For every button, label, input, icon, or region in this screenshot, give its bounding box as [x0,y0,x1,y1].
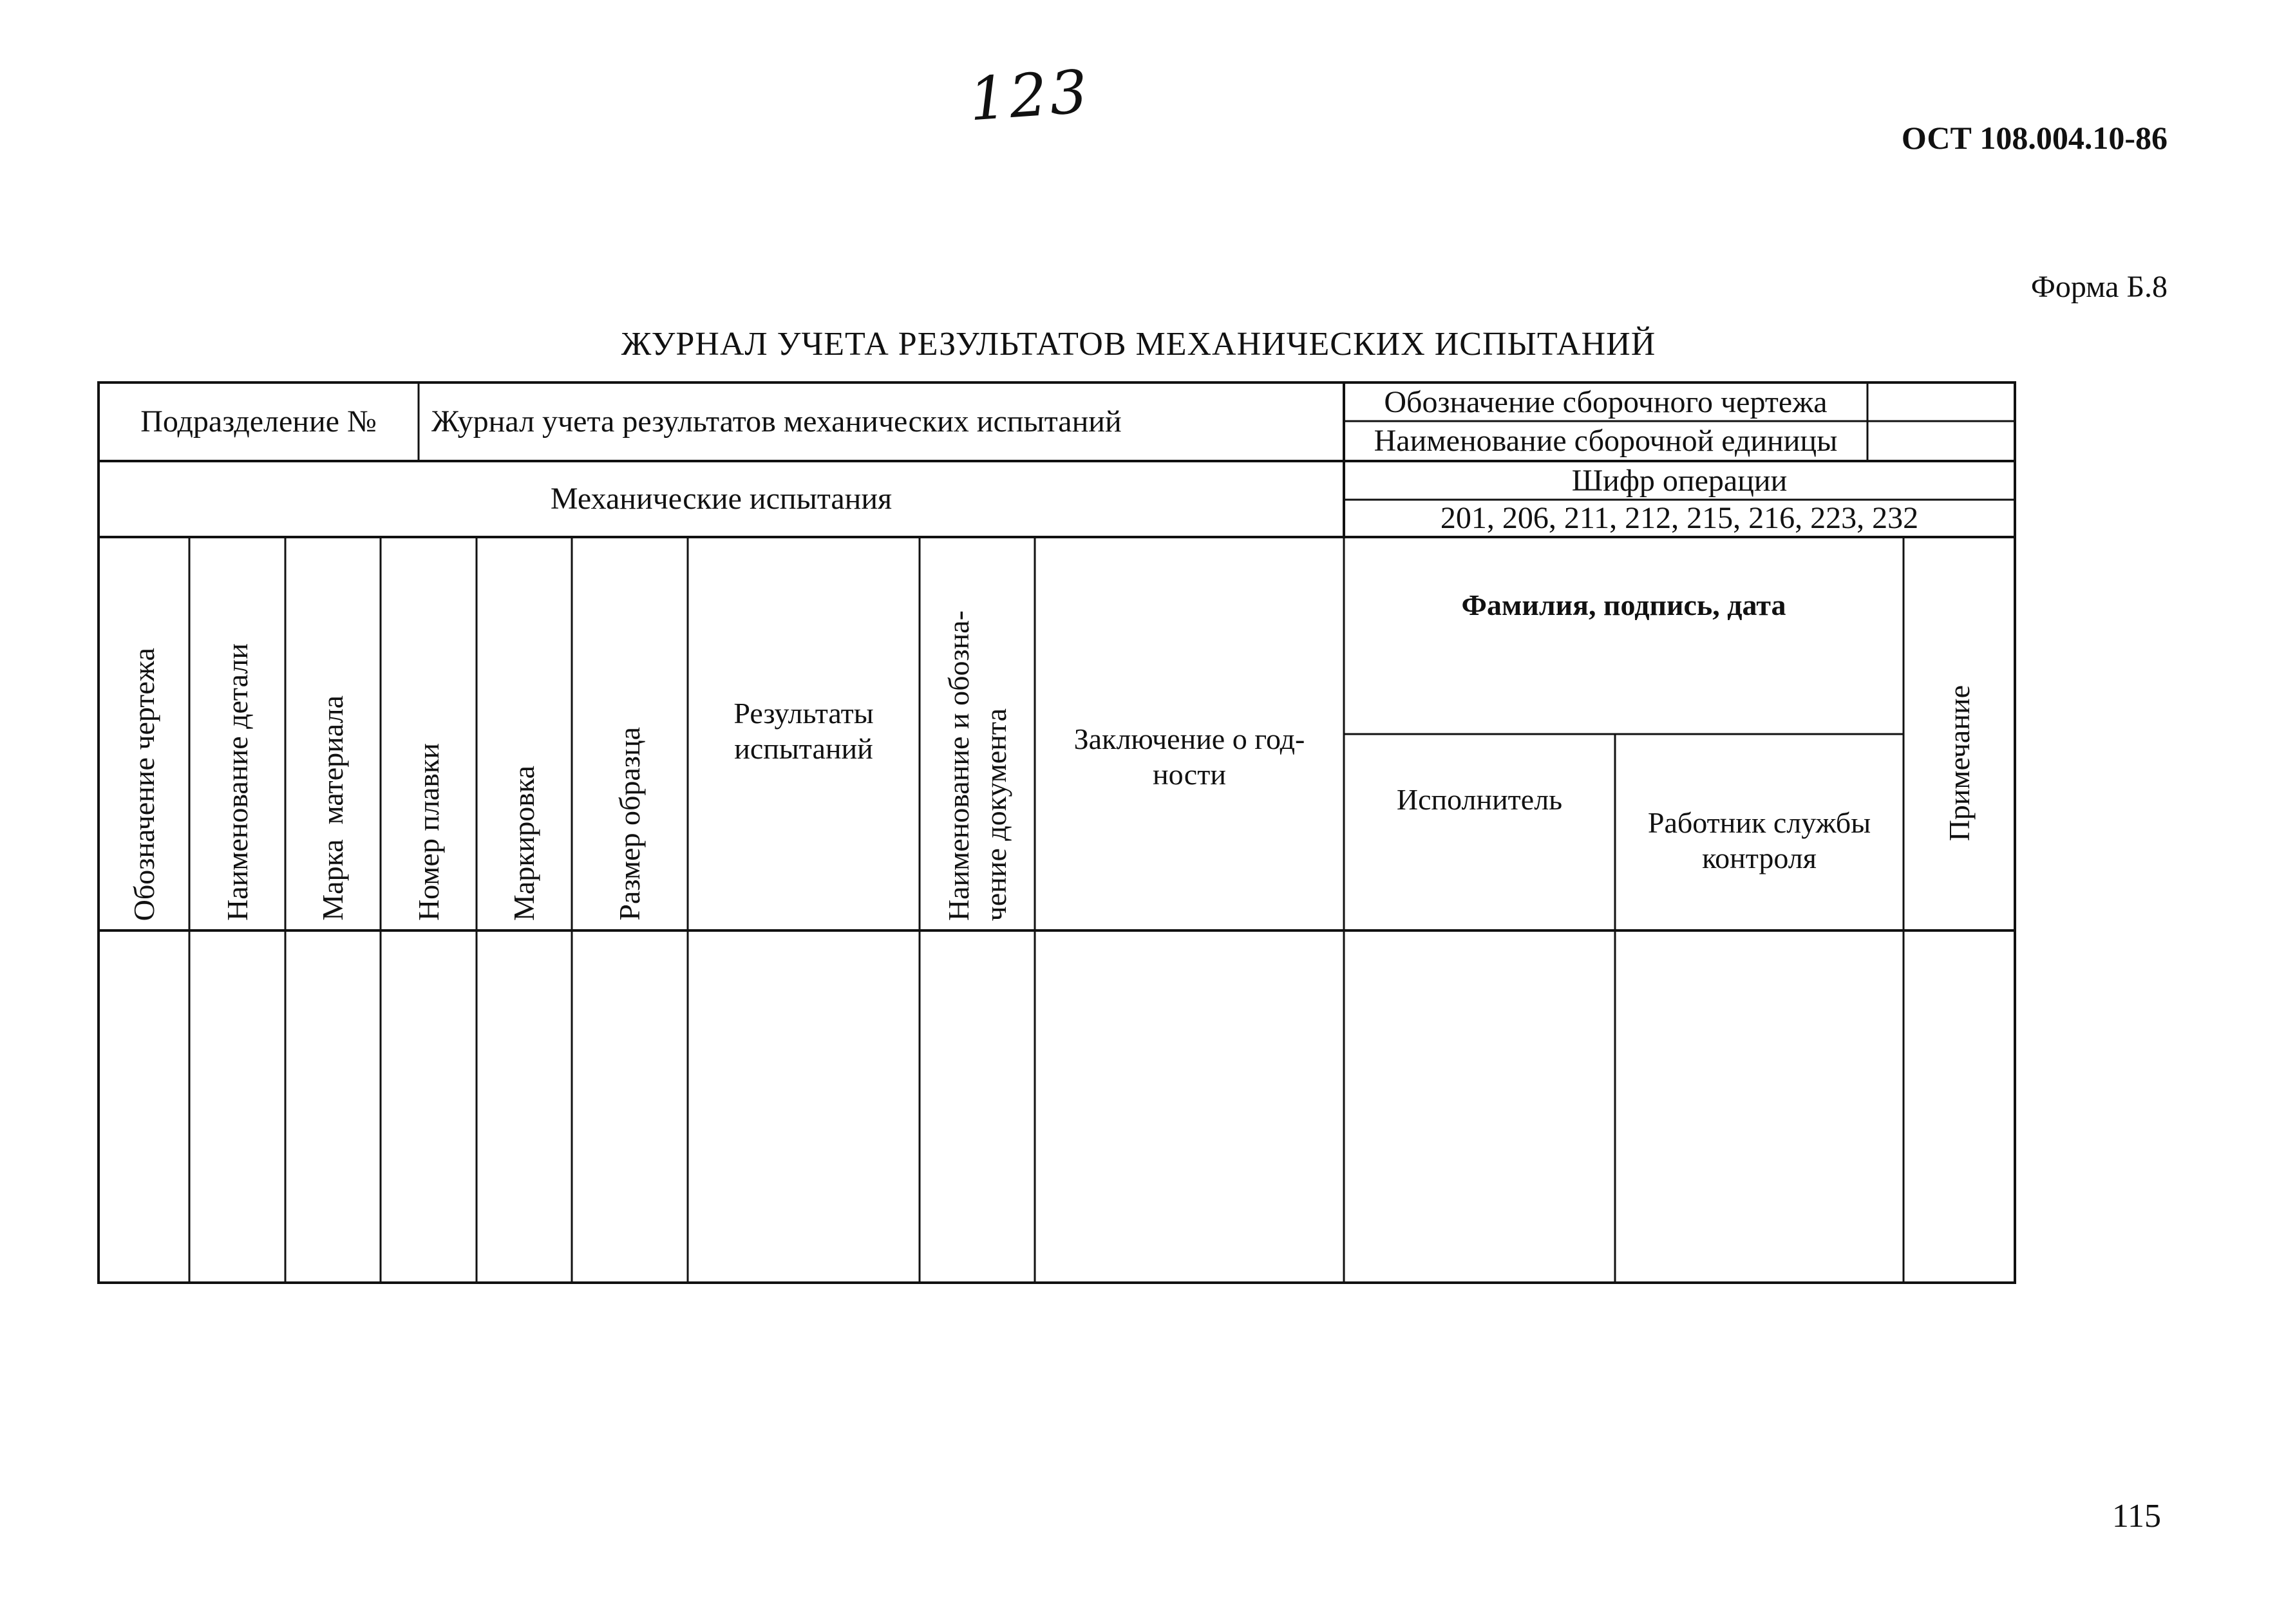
col-inspector-label: Работник службы контроля [1647,806,1871,874]
col-material-grade-label: Марка материала [316,695,350,921]
col-inspector [1616,747,1902,934]
journal-name: Журнал учета результатов механических испытаний [431,404,1122,439]
assembly-drawing-label: Обозначение сборочного чертежа [1384,385,1828,420]
col-document-label-line1: Наименование и обозна- [942,610,975,921]
col-sample-size [573,538,686,921]
col-heat-number-label: Номер плавки [411,742,445,921]
col-note-label: Примечание [1942,685,1976,841]
col-note [1905,538,2014,841]
col-conclusion [1036,708,1343,805]
section-heading: Механические испытания [550,482,893,516]
col-drawing-designation-label: Обозначение чертежа [127,647,160,921]
col-test-results [689,683,918,779]
assembly-unit-label: Наименование сборочной единицы [1374,424,1838,458]
col-part-name [191,538,284,921]
assembly-drawing-value [1869,384,2014,421]
col-part-name-label: Наименование детали [220,643,254,921]
col-sample-size-label: Размер образца [613,727,647,921]
col-material-grade [287,538,379,921]
operation-code-label: Шифр операции [1571,464,1788,498]
standard-code: ОСТ 108.004.10-86 [1901,120,2168,156]
col-test-results-label: Результаты испытаний [733,696,874,765]
subdivision-number-field: Подразделение № [140,404,377,439]
col-conclusion-label: Заключение о год-ности [1073,722,1305,791]
operation-codes: 201, 206, 211, 212, 215, 216, 223, 232 [1440,501,1919,536]
form-label: Форма Б.8 [2030,270,2168,304]
handwritten-page-number: 123 [967,57,1093,135]
col-marking-label: Маркировка [507,765,541,921]
col-heat-number [382,538,475,921]
document-title: ЖУРНАЛ УЧЕТА РЕЗУЛЬТАТОВ МЕХАНИЧЕСКИХ ИСПЫТАНИЙ [621,326,1656,363]
col-executor: Исполнитель [1396,783,1563,817]
assembly-unit-value [1869,422,2014,460]
col-document [921,538,1034,921]
page-number: 115 [2112,1498,2161,1534]
col-signature-group: Фамилия, подпись, дата [1461,589,1786,622]
col-document-label-line2: чение документа [979,708,1012,921]
col-marking [478,538,571,921]
col-drawing-designation [100,538,188,921]
